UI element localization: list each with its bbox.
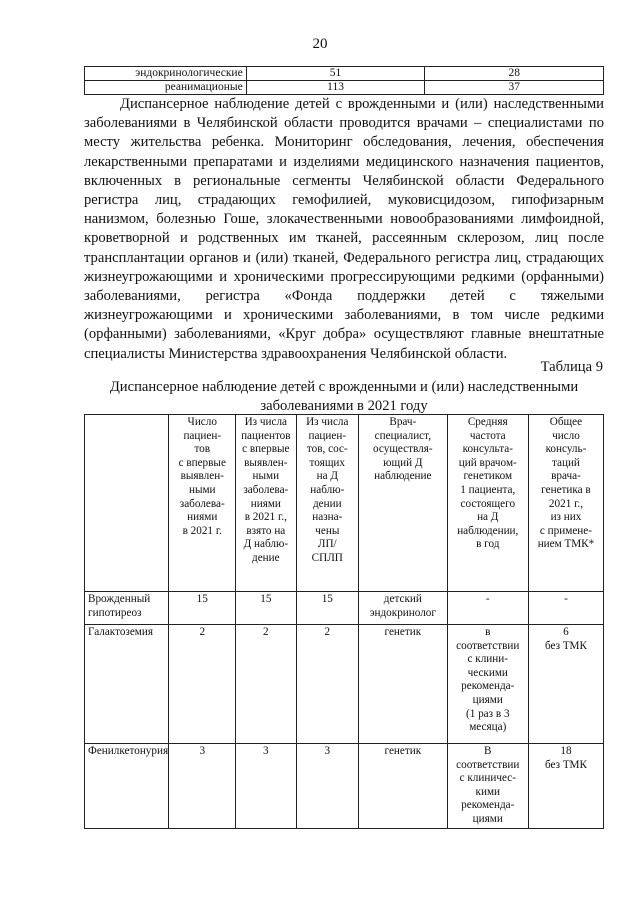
- table-cell: -: [528, 592, 603, 625]
- dispensary-table: [84, 414, 604, 829]
- table-cell: генетик: [359, 625, 448, 744]
- table-row: [85, 625, 604, 744]
- table-cell: 2: [169, 625, 236, 744]
- disease-name: Врожденный гипотиреоз: [85, 592, 169, 625]
- table-cell: 3: [236, 744, 296, 829]
- table-cell: 2: [296, 625, 359, 744]
- header-cell: Из числа пациентов с впервые выявлен- ными заболева- ниями в 2021 г., взято на Д наблю- дение: [236, 415, 296, 592]
- table-cell: 2: [236, 625, 296, 744]
- row-value: 51: [246, 67, 425, 81]
- header-cell: Из числа пациен- тов, сос- тоящих на Д наблю- дении назна- чены ЛП/ СПЛП: [296, 415, 359, 592]
- header-cell: Врач- специалист, осуществля- ющий Д наблюдение: [359, 415, 448, 592]
- header-cell: Средняя частота консульта- ций врачом- генетиком 1 пациента, состоящего на Д наблюдении, в год: [447, 415, 528, 592]
- row-value: 28: [425, 67, 604, 81]
- row-label: реанимационые: [85, 81, 247, 95]
- table-cell: 18 без ТМК: [528, 744, 603, 829]
- table-cell: 3: [296, 744, 359, 829]
- disease-name: Галактоземия: [85, 625, 169, 744]
- header-cell: [85, 415, 169, 592]
- table-cell: -: [447, 592, 528, 625]
- row-label: эндокринологические: [85, 67, 247, 81]
- table-cell: 6 без ТМК: [528, 625, 603, 744]
- table-cell: 3: [169, 744, 236, 829]
- header-cell: Общее число консуль- таций врача- генетика в 2021 г., из них с примене- нием ТМК*: [528, 415, 603, 592]
- table-cell: В соответствии с клиничес- кими рекоменда- циями: [447, 744, 528, 829]
- table-number: Таблица 9: [540, 359, 603, 375]
- table-cell: 15: [296, 592, 359, 625]
- table-cell: генетик: [359, 744, 448, 829]
- body-paragraph: Диспансерное наблюдение детей с врожденными и (или) наследственными заболеваниями в Челябинской области проводится врачами – специалистами по месту жительства ребенка. Мониторинг обследования, лечения, обеспечения лекарственными препаратами и изделиями медицинского назначения пациентов, включенных в региональные сегменты Челябинской области Федерального регистра лиц, страдающих гемофилией, муковисцидозом, гипофизарным нанизмом, болезнью Гоше, злокачественными новообразованиями лимфоидной, кроветворной и родственных им тканей, рассеянным склерозом, лиц после трансплантации органов и (или) тканей, Федерального регистра лиц, страдающих жизнеугрожающими и хроническими прогрессирующими редкими (орфанными) заболеваниями, регистра «Фонда поддержки детей с тяжелыми жизнеугрожающими и хроническими заболеваниями, в том числе редкими (орфанными) заболеваниями, «Круг добра» осуществляют главные внештатные специалисты Министерства здравоохранения Челябинской области.: [84, 96, 604, 362]
- table-cell: детский эндокринолог: [359, 592, 448, 625]
- disease-name: Фенилкетонурия: [85, 744, 169, 829]
- table-row: [85, 81, 604, 95]
- table-row: [85, 67, 604, 81]
- table-cell: в соответствии с клини- ческими рекоменда- циями (1 раз в 3 месяца): [447, 625, 528, 744]
- header-cell: Число пациен- тов с впервые выявлен- ными заболева- ниями в 2021 г.: [169, 415, 236, 592]
- page-number: 20: [312, 36, 328, 52]
- table-cell: 15: [169, 592, 236, 625]
- summary-table-fragment: [84, 66, 604, 95]
- table-caption: Диспансерное наблюдение детей с врожденными и (или) наследственными заболеваниями в 2021 году: [109, 379, 579, 414]
- row-value: 37: [425, 81, 604, 95]
- table-cell: 15: [236, 592, 296, 625]
- table-row: [85, 744, 604, 829]
- table-row: [85, 592, 604, 625]
- row-value: 113: [246, 81, 425, 95]
- table-header-row: [85, 415, 604, 592]
